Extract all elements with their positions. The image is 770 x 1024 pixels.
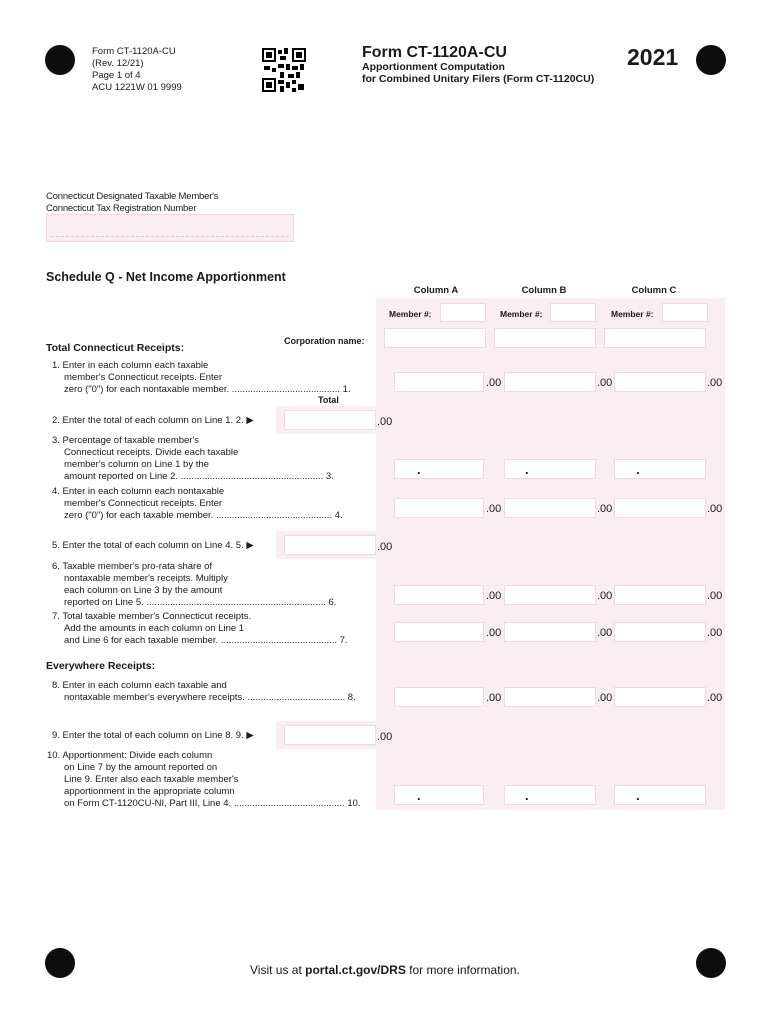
cents: .00 [486, 377, 502, 389]
footer-note [250, 963, 520, 977]
registration-mark [45, 948, 75, 978]
column-c-header: Column C [631, 285, 677, 296]
cents: .00 [597, 503, 613, 515]
cents: .00 [707, 590, 723, 602]
member-label-a: Member #: [389, 309, 432, 319]
qr-code-icon [262, 48, 306, 92]
line-text: each column on Line 3 by the amount [64, 585, 223, 596]
decimal-point: . [525, 788, 529, 803]
member-number-a[interactable] [440, 303, 486, 322]
corp-name-label: Corporation name: [284, 336, 365, 346]
line-6-column-c[interactable] [614, 585, 706, 605]
form-meta [92, 46, 182, 94]
line-8-column-c[interactable] [614, 687, 706, 707]
form-acu: ACU 1221W 01 9999 [92, 82, 182, 93]
line-text: 4. Enter in each column each nontaxable [52, 486, 225, 497]
decimal-point: . [417, 462, 421, 477]
line-3-label [52, 435, 334, 483]
line-text: member's Connecticut receipts. Enter [64, 372, 223, 383]
designated-label-line1: Connecticut Designated Taxable Member's [46, 191, 219, 202]
line-5-label: 5. Enter the total of each column on Line 4. 5. ▶ [52, 540, 254, 551]
line-7-column-a[interactable] [394, 622, 484, 642]
designated-member-label [46, 191, 218, 215]
footer-post: for more information. [405, 963, 520, 977]
form-subtitle-line1: Apportionment Computation [362, 61, 505, 73]
line-text: zero ("0") for each nontaxable member. ......................................... 1. [64, 384, 351, 395]
schedule-title: Schedule Q - Net Income Apportionment [46, 270, 286, 284]
decimal-point: . [636, 788, 640, 803]
form-page: Page 1 of 4 [92, 70, 141, 81]
cents: .00 [486, 627, 502, 639]
line-10-label [47, 750, 361, 810]
line-text: nontaxable member's receipts. Multiply [64, 573, 228, 584]
line-1-column-b[interactable] [504, 372, 596, 392]
line-text: Connecticut receipts. Divide each taxable [64, 447, 239, 458]
form-year: 2021 [627, 44, 679, 70]
cents: .00 [486, 590, 502, 602]
line-text: reported on Line 5. .................................................................... 6. [64, 597, 337, 608]
line-1-label [52, 360, 351, 396]
cents: .00 [597, 692, 613, 704]
cents: .00 [707, 377, 723, 389]
decimal-point: . [525, 462, 529, 477]
line-5-total[interactable] [284, 535, 376, 555]
line-4-column-b[interactable] [504, 498, 596, 518]
cents: .00 [486, 503, 502, 515]
line-10-column-a[interactable] [394, 785, 484, 805]
line-text: on Form CT-1120CU-NI, Part III, Line 4. .......................................... 10. [64, 798, 361, 809]
member-label-c: Member #: [611, 309, 654, 319]
decimal-point: . [636, 462, 640, 477]
line-8-column-b[interactable] [504, 687, 596, 707]
line-text: member's column on Line 1 by the [64, 459, 209, 470]
form-code: Form CT-1120A-CU [92, 46, 176, 57]
line-7-label [52, 611, 348, 647]
line-1-column-c[interactable] [614, 372, 706, 392]
member-number-b[interactable] [550, 303, 596, 322]
member-label-b: Member #: [500, 309, 543, 319]
line-2-total[interactable] [284, 410, 376, 430]
line-3-column-a[interactable] [394, 459, 484, 479]
line-4-column-a[interactable] [394, 498, 484, 518]
line-text: 10. Apportionment: Divide each column [47, 750, 213, 761]
corp-name-a[interactable] [384, 328, 486, 348]
line-text: on Line 7 by the amount reported on [64, 762, 218, 773]
registration-mark [45, 45, 75, 75]
member-number-c[interactable] [662, 303, 708, 322]
line-8-column-a[interactable] [394, 687, 484, 707]
line-text: apportionment in the appropriate column [64, 786, 235, 797]
designated-label-line2: Connecticut Tax Registration Number [46, 203, 197, 214]
form-title: Form CT-1120A-CU [362, 44, 507, 61]
cents: .00 [597, 627, 613, 639]
line-8-label [52, 680, 356, 704]
line-6-label [52, 561, 336, 609]
cents: .00 [377, 541, 393, 553]
registration-number-field[interactable] [46, 214, 294, 242]
line-text: 1. Enter in each column each taxable [52, 360, 209, 371]
column-a-header: Column A [413, 285, 459, 296]
cents: .00 [377, 416, 393, 428]
line-9-total[interactable] [284, 725, 376, 745]
line-text: 6. Taxable member's pro-rata share of [52, 561, 213, 572]
footer-link[interactable]: portal.ct.gov/DRS [305, 963, 406, 977]
line-9-label: 9. Enter the total of each column on Line 8. 9. ▶ [52, 730, 254, 741]
line-10-column-c[interactable] [614, 785, 706, 805]
line-text: amount reported on Line 2. ...................................................... 3. [64, 471, 334, 482]
line-text: 8. Enter in each column each taxable and [52, 680, 227, 691]
line-7-column-b[interactable] [504, 622, 596, 642]
line-text: and Line 6 for each taxable member. ............................................ 7. [64, 635, 348, 646]
line-text: nontaxable member's everywhere receipts. ..................................... 8. [64, 692, 356, 703]
section-everywhere-receipts: Everywhere Receipts: [46, 660, 156, 672]
cents: .00 [707, 627, 723, 639]
registration-mark [696, 948, 726, 978]
cents: .00 [377, 731, 393, 743]
form-subtitle-line2: for Combined Unitary Filers (Form CT-1120CU) [362, 73, 595, 85]
decimal-point: . [417, 788, 421, 803]
line-3-column-c[interactable] [614, 459, 706, 479]
line-7-column-c[interactable] [614, 622, 706, 642]
corp-name-c[interactable] [604, 328, 706, 348]
cents: .00 [597, 590, 613, 602]
corp-name-b[interactable] [494, 328, 596, 348]
line-6-column-a[interactable] [394, 585, 484, 605]
line-1-column-a[interactable] [394, 372, 484, 392]
line-10-column-b[interactable] [504, 785, 596, 805]
form-subtitle [362, 61, 594, 85]
line-4-label [52, 486, 343, 522]
total-label: Total [318, 395, 339, 405]
cents: .00 [597, 377, 613, 389]
cents: .00 [707, 692, 723, 704]
line-4-column-c[interactable] [614, 498, 706, 518]
column-b-header: Column B [521, 285, 567, 296]
form-rev: (Rev. 12/21) [92, 58, 144, 69]
cents: .00 [707, 503, 723, 515]
line-6-column-b[interactable] [504, 585, 596, 605]
line-2-label: 2. Enter the total of each column on Line 1. 2. ▶ [52, 415, 254, 426]
cents: .00 [486, 692, 502, 704]
line-text: 3. Percentage of taxable member's [52, 435, 200, 446]
line-text: Line 9. Enter also each taxable member's [64, 774, 239, 785]
section-ct-receipts: Total Connecticut Receipts: [46, 342, 185, 354]
line-text: zero ("0") for each taxable member. ............................................ 4. [64, 510, 343, 521]
line-text: member's Connecticut receipts. Enter [64, 498, 223, 509]
registration-mark [696, 45, 726, 75]
line-text: Add the amounts in each column on Line 1 [64, 623, 245, 634]
line-3-column-b[interactable] [504, 459, 596, 479]
footer-pre: Visit us at [250, 963, 306, 977]
line-text: 7. Total taxable member's Connecticut receipts. [52, 611, 252, 622]
